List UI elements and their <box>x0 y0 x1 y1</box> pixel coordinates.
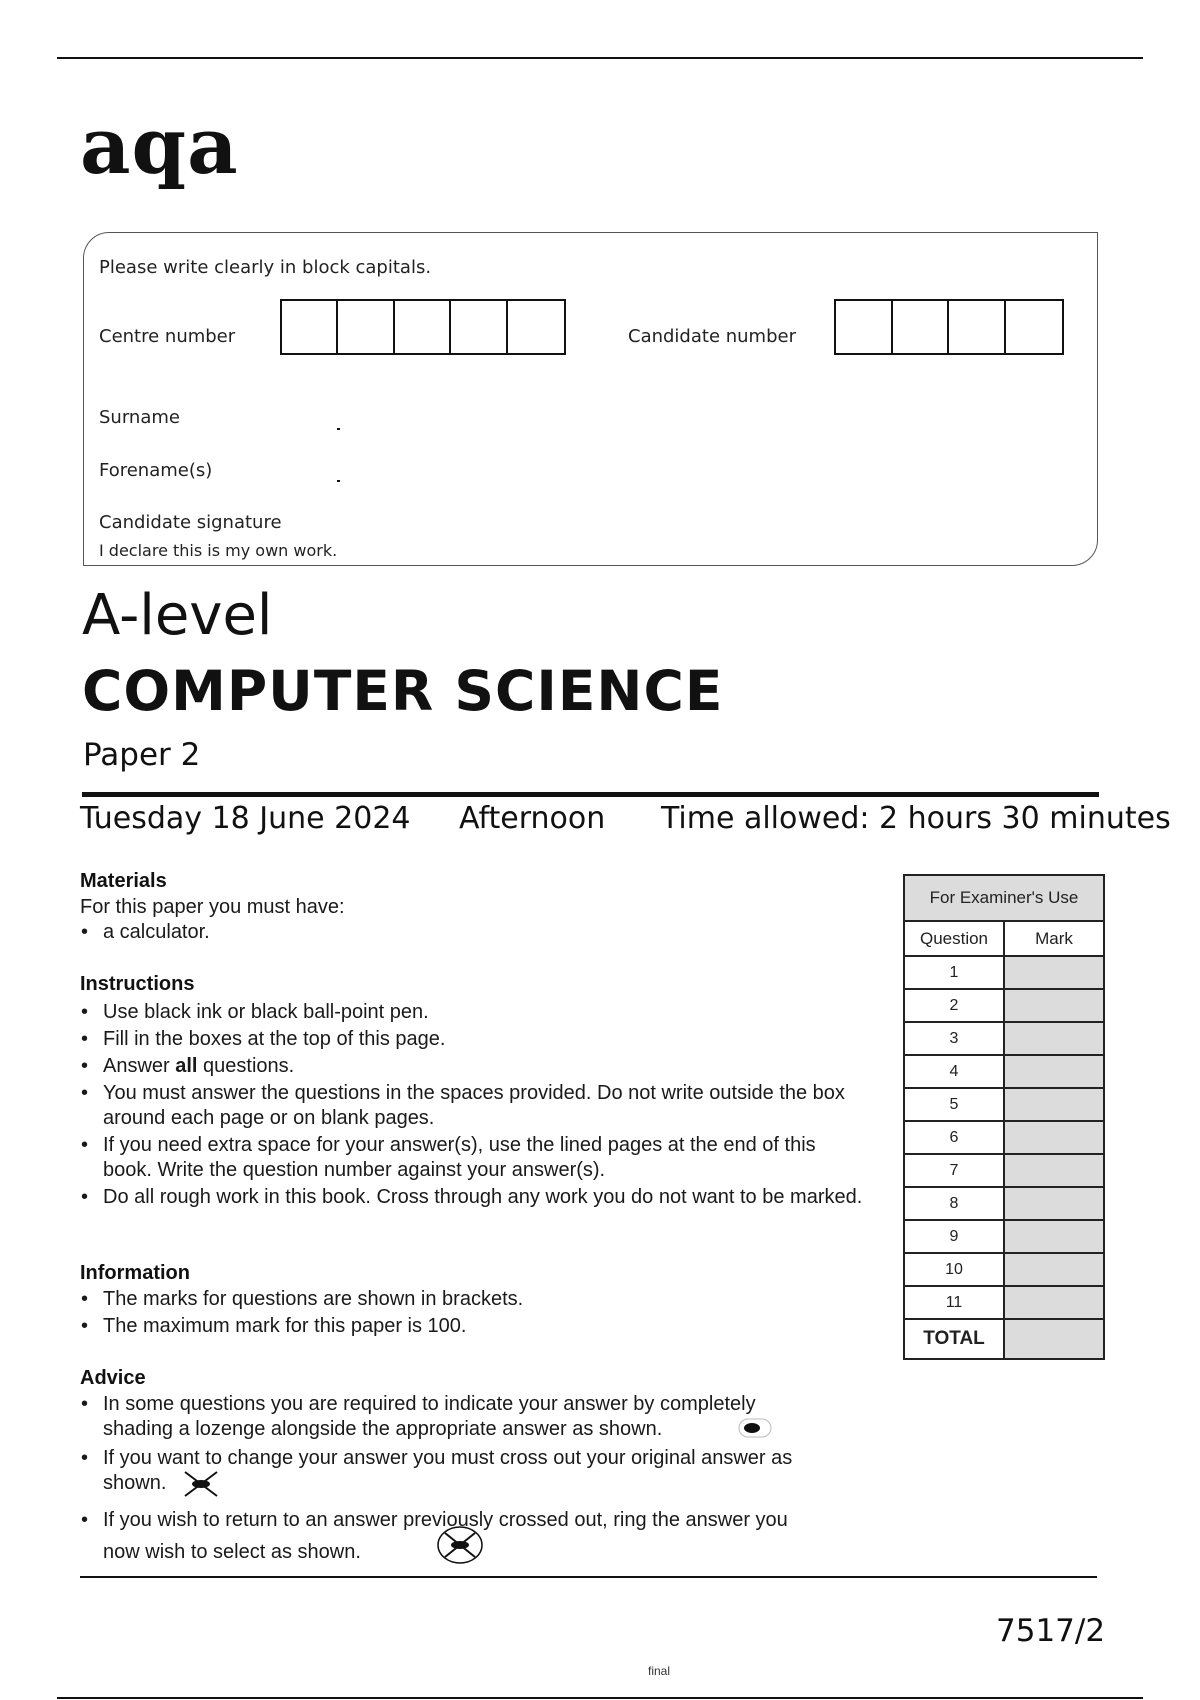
table-row <box>904 1022 1104 1055</box>
question-number: 2 <box>904 989 1004 1022</box>
mark-cell <box>1004 1286 1104 1319</box>
surname-label: Surname <box>99 407 180 428</box>
question-number: 11 <box>904 1286 1004 1319</box>
question-number: 7 <box>904 1154 1004 1187</box>
materials-list <box>80 920 870 947</box>
total-row <box>904 1319 1104 1359</box>
list-item: • If you want to change your answer you must cross out your original answer as shown. <box>80 1446 828 1496</box>
signature-label: Candidate signature <box>99 512 282 533</box>
table-row <box>904 1154 1104 1187</box>
centre-number-digit[interactable] <box>451 301 507 353</box>
table-row <box>904 1187 1104 1220</box>
list-item: • a calculator. <box>80 920 870 945</box>
instructions-heading: Instructions <box>80 973 195 995</box>
candidate-number-boxes[interactable] <box>834 299 1064 355</box>
declaration-text: I declare this is my own work. <box>99 541 338 560</box>
mark-cell <box>1004 1253 1104 1286</box>
table-row <box>904 989 1104 1022</box>
total-mark-cell <box>1004 1319 1104 1359</box>
mark-cell <box>1004 956 1104 989</box>
centre-number-digit[interactable] <box>508 301 564 353</box>
ringed-crossed-lozenge-icon <box>436 1525 484 1565</box>
question-number: 3 <box>904 1022 1004 1055</box>
question-number: 10 <box>904 1253 1004 1286</box>
list-item: • You must answer the questions in the spaces provided. Do not write outside the box around each page or on blank pages. <box>80 1081 870 1131</box>
centre-number-label: Centre number <box>99 326 236 347</box>
table-row <box>904 1121 1104 1154</box>
table-row <box>904 1088 1104 1121</box>
list-item: • Fill in the boxes at the top of this page. <box>80 1027 870 1052</box>
examiner-use-table <box>903 874 1105 1360</box>
forenames-field[interactable] <box>337 480 340 482</box>
answer-all-after: questions. <box>197 1055 295 1077</box>
mark-column-header: Mark <box>1004 921 1104 956</box>
candidate-number-digit[interactable] <box>893 301 950 353</box>
table-row <box>904 1055 1104 1088</box>
centre-number-boxes[interactable] <box>280 299 566 355</box>
paper-code: 7517/2 <box>996 1613 1106 1649</box>
list-item: • In some questions you are required to indicate your answer by completely shading a lozenge alongside the appropriate answer as shown. <box>80 1392 783 1442</box>
question-number: 8 <box>904 1187 1004 1220</box>
mark-cell <box>1004 1121 1104 1154</box>
answer-all-bold: all <box>175 1055 198 1077</box>
mark-cell <box>1004 1187 1104 1220</box>
mark-cell <box>1004 1055 1104 1088</box>
table-row <box>904 1220 1104 1253</box>
forenames-label: Forename(s) <box>99 460 213 481</box>
mark-cell <box>1004 1220 1104 1253</box>
surname-field[interactable] <box>337 428 340 430</box>
list-item: • Use black ink or black ball-point pen. <box>80 1000 870 1025</box>
list-item: • If you need extra space for your answer(s), use the lined pages at the end of this book. Write the question number against your answer(s). <box>80 1133 870 1183</box>
mark-cell <box>1004 1022 1104 1055</box>
question-number: 1 <box>904 956 1004 989</box>
table-row <box>904 956 1104 989</box>
title-rule <box>82 792 1099 797</box>
mark-cell <box>1004 1154 1104 1187</box>
table-row <box>904 1286 1104 1319</box>
materials-heading: Materials <box>80 870 167 892</box>
mark-cell <box>1004 1088 1104 1121</box>
aqa-logo: aqa <box>80 101 239 192</box>
advice-bottom-rule <box>80 1576 1097 1578</box>
question-number: 9 <box>904 1220 1004 1253</box>
centre-number-digit[interactable] <box>282 301 338 353</box>
instructions-list <box>80 1000 870 1212</box>
materials-intro: For this paper you must have: <box>80 896 345 918</box>
answer-all-before: Answer <box>103 1055 176 1077</box>
list-item: • The marks for questions are shown in brackets. <box>80 1287 870 1312</box>
mark-cell <box>1004 989 1104 1022</box>
block-capitals-instruction: Please write clearly in block capitals. <box>99 257 432 278</box>
crossed-lozenge-icon <box>182 1470 220 1498</box>
candidate-number-digit[interactable] <box>836 301 893 353</box>
total-label: TOTAL <box>904 1319 1004 1359</box>
question-number: 5 <box>904 1088 1004 1121</box>
candidate-number-digit[interactable] <box>1006 301 1062 353</box>
candidate-number-label: Candidate number <box>628 326 796 347</box>
exam-session: Afternoon <box>459 801 606 836</box>
question-number: 6 <box>904 1121 1004 1154</box>
qualification-title: A-level <box>82 583 273 648</box>
candidate-number-digit[interactable] <box>949 301 1006 353</box>
bottom-rule <box>57 1697 1143 1699</box>
list-item: • If you wish to return to an answer previously crossed out, ring the answer you now wish to select as shown. <box>80 1504 803 1568</box>
exam-date: Tuesday 18 June 2024 <box>80 801 411 836</box>
subject-title: COMPUTER SCIENCE <box>82 659 724 723</box>
table-row <box>904 1253 1104 1286</box>
information-heading: Information <box>80 1262 190 1284</box>
footer-note: final <box>648 1664 671 1678</box>
paper-title: Paper 2 <box>83 737 201 773</box>
answer-all-item <box>80 1054 870 1079</box>
centre-number-digit[interactable] <box>395 301 451 353</box>
time-allowed: Time allowed: 2 hours 30 minutes <box>661 801 1171 836</box>
examiner-table-title: For Examiner's Use <box>904 875 1104 921</box>
centre-number-digit[interactable] <box>338 301 394 353</box>
top-rule <box>57 57 1143 59</box>
information-list <box>80 1287 870 1341</box>
list-item: • The maximum mark for this paper is 100. <box>80 1314 870 1339</box>
filled-lozenge-icon <box>738 1418 772 1438</box>
question-number: 4 <box>904 1055 1004 1088</box>
list-item: • Do all rough work in this book. Cross through any work you do not want to be marked. <box>80 1185 870 1210</box>
question-column-header: Question <box>904 921 1004 956</box>
advice-heading: Advice <box>80 1367 146 1389</box>
